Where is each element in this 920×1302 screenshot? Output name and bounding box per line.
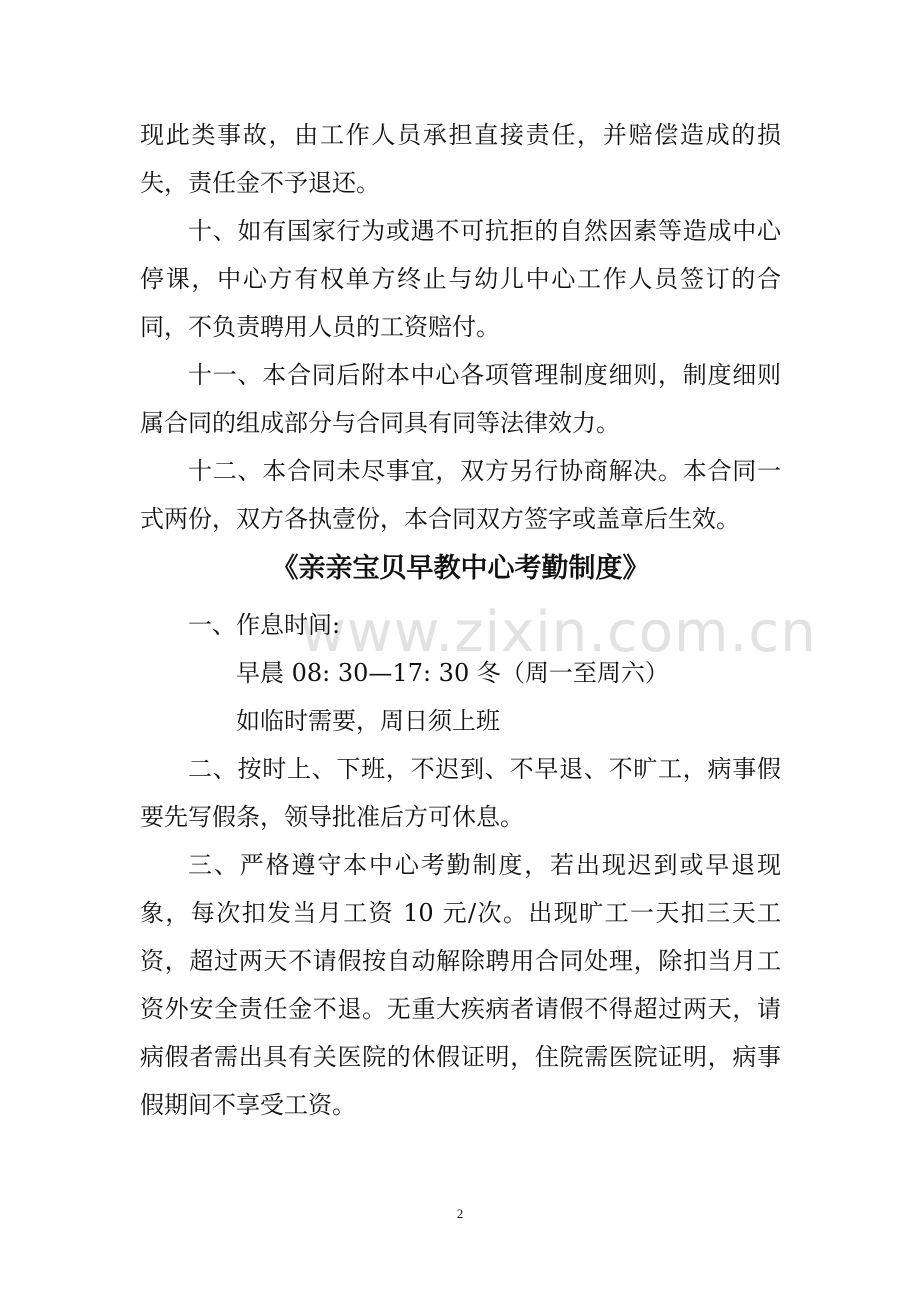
document-body [140,111,817,1129]
paragraph-clause-10: 十、如有国家行为或遇不可抗拒的自然因素等造成中心停课，中心方有权单方终止与幼儿中心工作人员签订的合同，不负责聘用人员的工资赔付。 [140,217,781,341]
attendance-work-hours: 早晨 08: 30—17: 30 冬（周一至周六） [236,659,669,687]
watermark: www.zixin.com.cn [300,600,817,665]
paragraph-clause-11: 十一、本合同后附本中心各项管理制度细则，制度细则属合同的组成部分与合同具有同等法律效力。 [140,361,781,437]
attendance-item-3: 三、严格遵守本中心考勤制度，若出现迟到或早退现象，每次扣发当月工资 10 元/次。出现旷工一天扣三天工资，超过两天不请假按自动解除聘用合同处理，除扣当月工资外安全责任金不退。无重大疾病者请假不得超过两天，请病假者需出具有关医院的休假证明，住院需医院证明，病事假期间不享受工资。 [140,851,781,1119]
attendance-sunday-note: 如临时需要，周日须上班 [236,707,500,735]
paragraph-clause-12: 十二、本合同未尽事宜，双方另行协商解决。本合同一式两份，双方各执壹份，本合同双方签字或盖章后生效。 [140,457,781,533]
attendance-item-2: 二、按时上、下班，不迟到、不早退、不旷工，病事假要先写假条，领导批准后方可休息。 [140,755,781,831]
paragraph-continuation: 现此类事故，由工作人员承担直接责任，并赔偿造成的损失，责任金不予退还。 [140,121,781,197]
attendance-item-1-heading: 一、作息时间: [188,611,341,639]
page-number: 2 [456,1206,464,1221]
section-title: 《亲亲宝贝早教中心考勤制度》 [271,553,650,584]
